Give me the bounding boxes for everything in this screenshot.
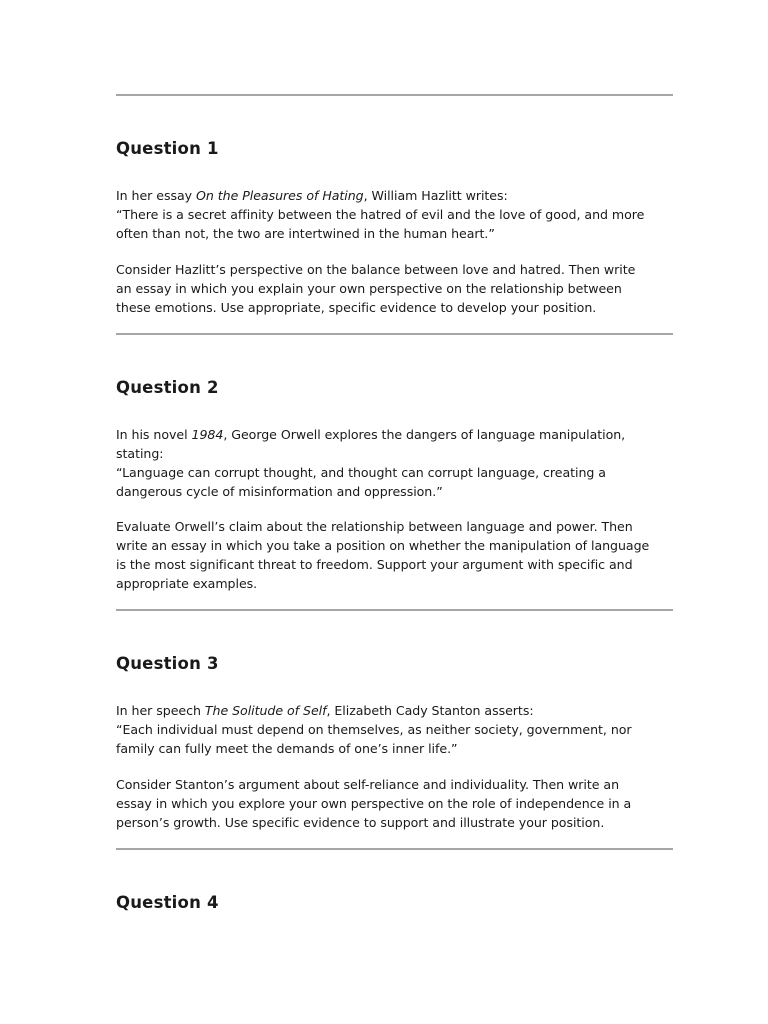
intro-text: In her speech bbox=[116, 703, 205, 718]
prompt-line: person’s growth. Use specific evidence to support and illustrate your position. bbox=[116, 815, 605, 830]
intro-text: In her essay bbox=[116, 188, 197, 203]
question-intro bbox=[116, 701, 673, 758]
work-title: The Solitude of Self bbox=[204, 703, 327, 718]
prompt-line: appropriate examples. bbox=[116, 576, 258, 591]
intro-text: , Elizabeth Cady Stanton asserts: bbox=[326, 703, 534, 718]
intro-text: , George Orwell explores the dangers of language manipulation, bbox=[223, 427, 626, 442]
prompt-line: Evaluate Orwell’s claim about the relationship between language and power. Then bbox=[116, 519, 633, 534]
question-title: Question 2 bbox=[116, 378, 219, 397]
question-title: Question 3 bbox=[116, 654, 219, 673]
quote-line: often than not, the two are intertwined in the human heart.” bbox=[116, 226, 495, 241]
quote-line: “Language can corrupt thought, and thought can corrupt language, creating a bbox=[116, 465, 606, 480]
intro-line bbox=[116, 186, 673, 205]
quote-line: dangerous cycle of misinformation and oppression.” bbox=[116, 484, 443, 499]
question-intro bbox=[116, 186, 673, 243]
document-page bbox=[116, 0, 673, 1024]
question-title: Question 1 bbox=[116, 139, 219, 158]
prompt-line: an essay in which you explain your own perspective on the relationship between bbox=[116, 281, 622, 296]
intro-line bbox=[116, 425, 673, 444]
intro-line bbox=[116, 701, 673, 720]
question-3 bbox=[116, 654, 673, 832]
question-prompt bbox=[116, 260, 673, 317]
quote-line: family can fully meet the demands of one’s inner life.” bbox=[116, 741, 458, 756]
divider bbox=[116, 333, 673, 335]
question-prompt bbox=[116, 775, 673, 832]
intro-text: , William Hazlitt writes: bbox=[363, 188, 508, 203]
divider bbox=[116, 848, 673, 850]
work-title: 1984 bbox=[191, 427, 224, 442]
question-prompt bbox=[116, 517, 673, 593]
prompt-line: these emotions. Use appropriate, specific evidence to develop your position. bbox=[116, 300, 597, 315]
prompt-line: Consider Hazlitt’s perspective on the balance between love and hatred. Then write bbox=[116, 262, 636, 277]
question-2 bbox=[116, 378, 673, 593]
divider bbox=[116, 609, 673, 611]
intro-text: In his novel bbox=[116, 427, 192, 442]
work-title: On the Pleasures of Hating bbox=[196, 188, 364, 203]
question-title: Question 4 bbox=[116, 893, 219, 912]
question-intro bbox=[116, 425, 673, 501]
prompt-line: essay in which you explore your own perspective on the role of independence in a bbox=[116, 796, 632, 811]
quote-line: “There is a secret affinity between the hatred of evil and the love of good, and more bbox=[116, 207, 645, 222]
prompt-line: write an essay in which you take a position on whether the manipulation of language bbox=[116, 538, 650, 553]
question-1 bbox=[116, 139, 673, 317]
divider-top bbox=[116, 94, 673, 96]
quote-line: “Each individual must depend on themselves, as neither society, government, nor bbox=[116, 722, 632, 737]
question-4 bbox=[116, 893, 673, 913]
prompt-line: Consider Stanton’s argument about self-reliance and individuality. Then write an bbox=[116, 777, 620, 792]
intro-line: stating: bbox=[116, 446, 164, 461]
prompt-line: is the most significant threat to freedom. Support your argument with specific and bbox=[116, 557, 633, 572]
